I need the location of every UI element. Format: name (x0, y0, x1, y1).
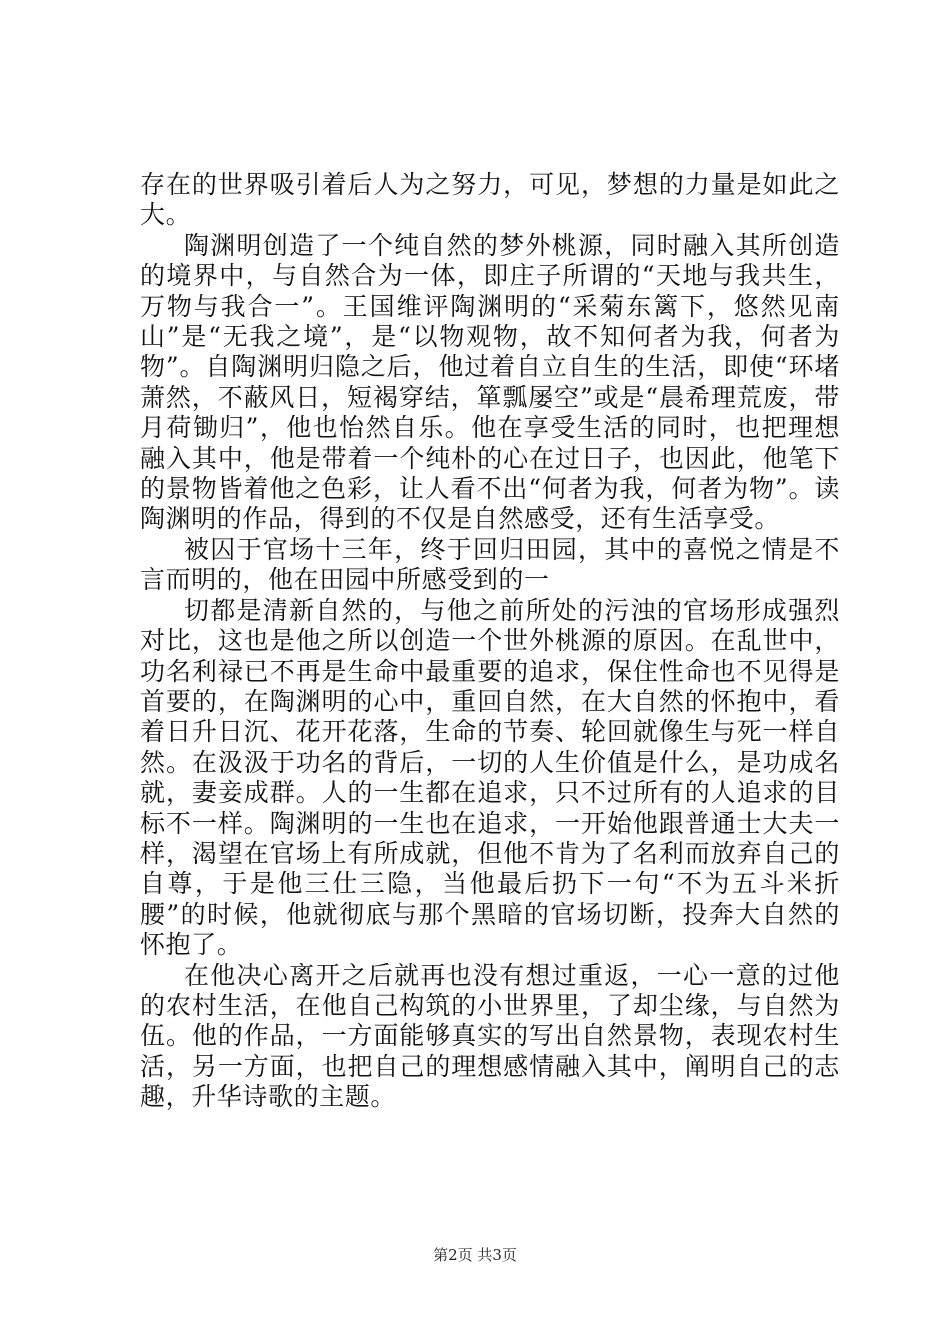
document-body (140, 170, 840, 1113)
paragraph-tao-yuanming-peach-blossom: 陶渊明创造了一个纯自然的梦外桃源，同时融入其所创造的境界中，与自然合为一体，即庄子所谓的“天地与我共生，万物与我合一”。王国维评陶渊明的“采菊东篱下，悠然见南山”是“无我之境”，是“以物观物，故不知何者为我，何者为物”。自陶渊明归隐之后，他过着自立自生的生活，即使“环堵萧然，不蔽风日，短褐穿结，箪瓢屡空”或是“晨希理荒废，带月荷锄归”，他也怡然自乐。他在享受生活的同时，也把理想融入其中，他是带着一个纯朴的心在过日子，也因此，他笔下的景物皆着他之色彩，让人看不出“何者为我，何者为物”。读陶渊明的作品，得到的不仅是自然感受，还有生活享受。 (140, 230, 840, 534)
page-footer: 第2页 共3页 (433, 1246, 517, 1264)
paragraph-fresh-nature: 切都是清新自然的，与他之前所处的污浊的官场形成强烈对比，这也是他之所以创造一个世外桃源的原因。在乱世中，功名利禄已不再是生命中最重要的追求，保住性命也不见得是首要的，在陶渊明的心中，重回自然，在大自然的怀抱中，看着日升日沉、花开花落，生命的节奏、轮回就像生与死一样自然。在汲汲于功名的背后，一切的人生价值是什么，是功成名就，妻妾成群。人的一生都在追求，只不过所有的人追求的目标不一样。陶渊明的一生也在追求，一开始他跟普通士大夫一样，渴望在官场上有所成就，但他不肯为了名利而放弃自己的自尊，于是他三仕三隐，当他最后扔下一句“不为五斗米折腰”的时候，他就彻底与那个黑暗的官场切断，投奔大自然的怀抱了。 (140, 595, 840, 960)
paragraph-rural-life: 在他决心离开之后就再也没有想过重返，一心一意的过他的农村生活，在他自己构筑的小世界里，了却尘缘，与自然为伍。他的作品，一方面能够真实的写出自然景物，表现农村生活，另一方面，也把自己的理想感情融入其中，阐明自己的志趣，升华诗歌的主题。 (140, 960, 840, 1112)
paragraph-continued: 存在的世界吸引着后人为之努力，可见，梦想的力量是如此之大。 (140, 170, 840, 230)
paragraph-officialdom-years: 被囚于官场十三年，终于回归田园，其中的喜悦之情是不言而明的，他在田园中所感受到的一 (140, 534, 840, 595)
